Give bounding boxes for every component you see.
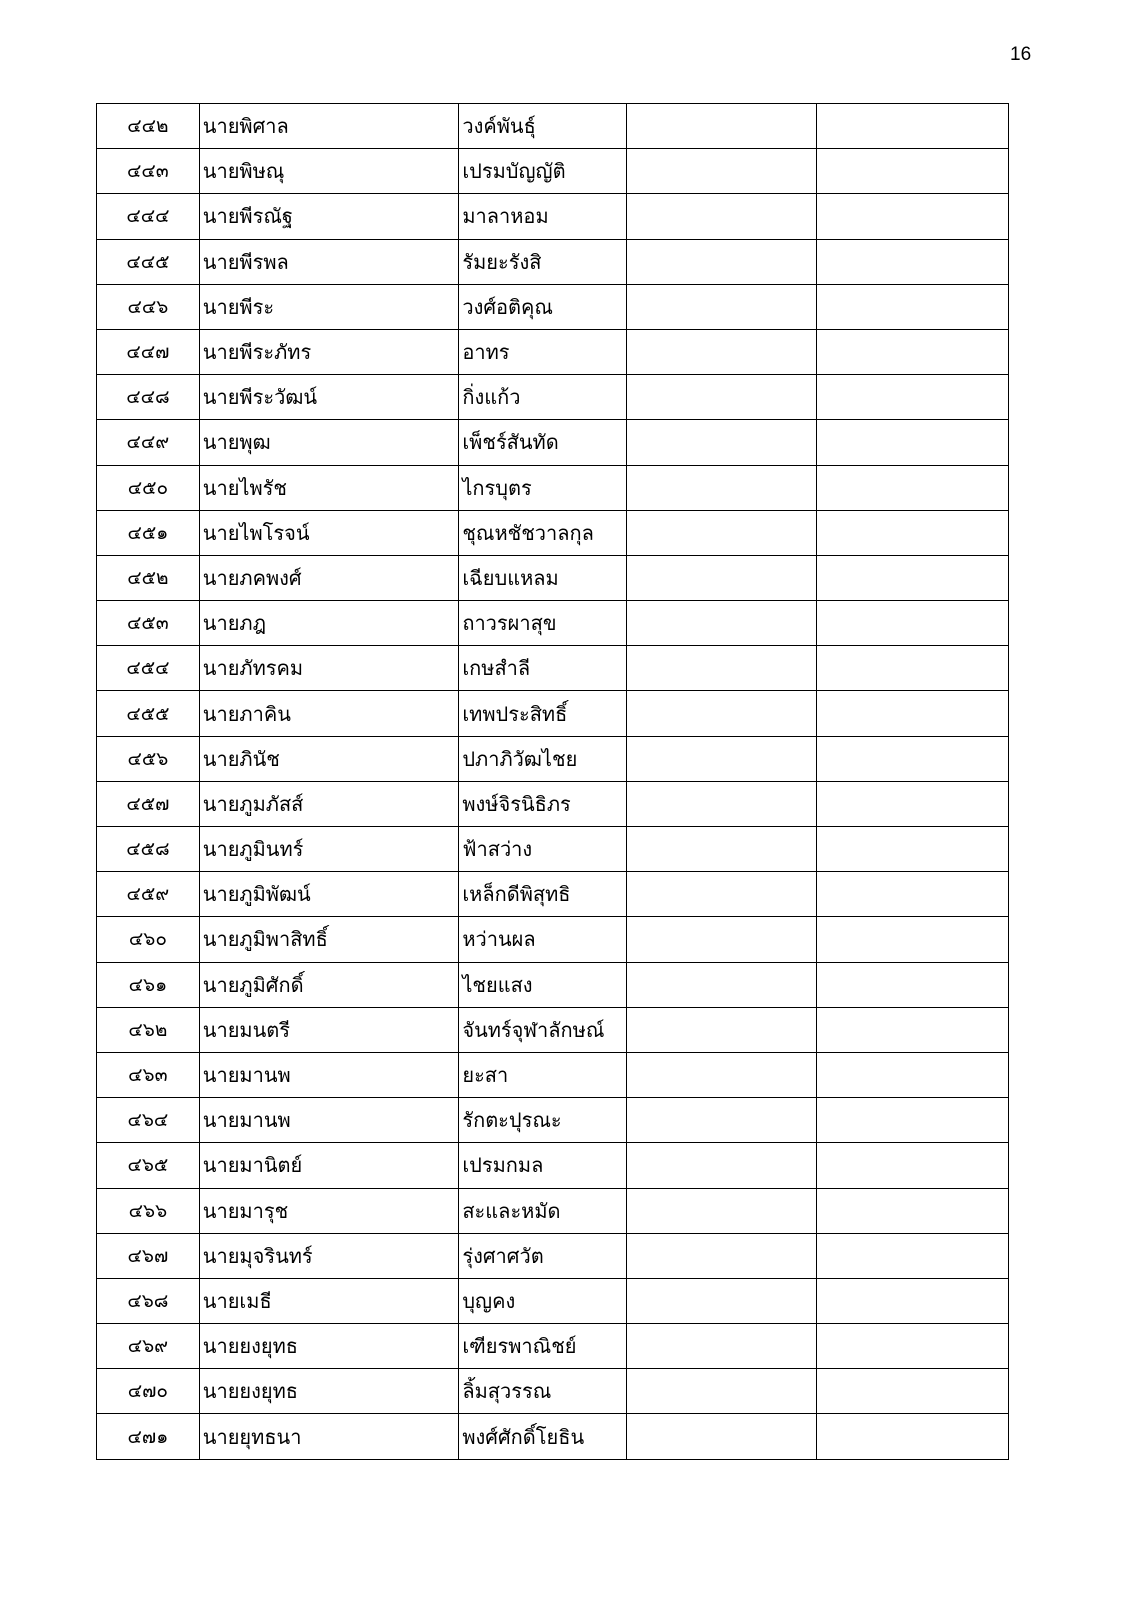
blank-cell xyxy=(816,1414,1008,1459)
blank-cell xyxy=(816,149,1008,194)
blank-cell xyxy=(816,1143,1008,1188)
blank-cell xyxy=(816,420,1008,465)
row-number: ๔๗๐ xyxy=(97,1369,200,1414)
blank-cell xyxy=(816,601,1008,646)
last-name: ปภาภิวัฒไชย xyxy=(459,736,627,781)
last-name: รักตะปุรณะ xyxy=(459,1098,627,1143)
row-number: ๔๖๕ xyxy=(97,1143,200,1188)
first-name: นายภคพงศ์ xyxy=(199,555,459,600)
first-name: นายภาคิน xyxy=(199,691,459,736)
blank-cell xyxy=(816,691,1008,736)
first-name: นายภินัช xyxy=(199,736,459,781)
row-number: ๔๖๘ xyxy=(97,1278,200,1323)
first-name: นายพุฒ xyxy=(199,420,459,465)
row-number: ๔๖๑ xyxy=(97,962,200,1007)
table-row xyxy=(97,1007,1009,1052)
row-number: ๔๕๕ xyxy=(97,691,200,736)
table-row xyxy=(97,1143,1009,1188)
blank-cell xyxy=(627,781,816,826)
first-name: นายภฎ xyxy=(199,601,459,646)
blank-cell xyxy=(627,1278,816,1323)
last-name: พงษ์จิรนิธิภร xyxy=(459,781,627,826)
first-name: นายพีรณัฐ xyxy=(199,194,459,239)
last-name: เทพประสิทธิ์ xyxy=(459,691,627,736)
table-row xyxy=(97,601,1009,646)
table-row xyxy=(97,284,1009,329)
first-name: นายภูมภัสส์ xyxy=(199,781,459,826)
blank-cell xyxy=(816,1324,1008,1369)
table-row xyxy=(97,194,1009,239)
table-row xyxy=(97,1324,1009,1369)
blank-cell xyxy=(816,1369,1008,1414)
blank-cell xyxy=(627,646,816,691)
last-name: เพ็ชร์สันทัด xyxy=(459,420,627,465)
first-name: นายยุทธนา xyxy=(199,1414,459,1459)
blank-cell xyxy=(627,827,816,872)
row-number: ๔๖๐ xyxy=(97,917,200,962)
last-name: รัมยะรังสิ xyxy=(459,239,627,284)
blank-cell xyxy=(627,691,816,736)
blank-cell xyxy=(816,1233,1008,1278)
blank-cell xyxy=(816,510,1008,555)
row-number: ๔๔๘ xyxy=(97,375,200,420)
first-name: นายภูมินทร์ xyxy=(199,827,459,872)
row-number: ๔๔๗ xyxy=(97,329,200,374)
last-name: วงศ์อติคุณ xyxy=(459,284,627,329)
blank-cell xyxy=(816,284,1008,329)
row-number: ๔๕๖ xyxy=(97,736,200,781)
row-number: ๔๔๖ xyxy=(97,284,200,329)
row-number: ๔๕๒ xyxy=(97,555,200,600)
last-name: หว่านผล xyxy=(459,917,627,962)
last-name: เฉียบแหลม xyxy=(459,555,627,600)
blank-cell xyxy=(816,104,1008,149)
last-name: ยะสา xyxy=(459,1052,627,1097)
blank-cell xyxy=(627,104,816,149)
blank-cell xyxy=(816,1052,1008,1097)
blank-cell xyxy=(816,1188,1008,1233)
table-row xyxy=(97,646,1009,691)
blank-cell xyxy=(816,555,1008,600)
blank-cell xyxy=(816,1098,1008,1143)
row-number: ๔๕๘ xyxy=(97,827,200,872)
first-name: นายยงยุทธ xyxy=(199,1369,459,1414)
table-row xyxy=(97,781,1009,826)
row-number: ๔๕๑ xyxy=(97,510,200,555)
last-name: ลิ้มสุวรรณ xyxy=(459,1369,627,1414)
first-name: นายมานพ xyxy=(199,1098,459,1143)
last-name: เปรมกมล xyxy=(459,1143,627,1188)
table-row xyxy=(97,1098,1009,1143)
table-row xyxy=(97,917,1009,962)
first-name: นายมนตรี xyxy=(199,1007,459,1052)
blank-cell xyxy=(627,1098,816,1143)
blank-cell xyxy=(627,555,816,600)
table-row xyxy=(97,1278,1009,1323)
blank-cell xyxy=(627,420,816,465)
blank-cell xyxy=(627,1324,816,1369)
blank-cell xyxy=(627,872,816,917)
first-name: นายภูมิศักดิ์ xyxy=(199,962,459,1007)
first-name: นายพีระภัทร xyxy=(199,329,459,374)
table-row xyxy=(97,1369,1009,1414)
row-number: ๔๔๒ xyxy=(97,104,200,149)
blank-cell xyxy=(627,1414,816,1459)
table-row xyxy=(97,239,1009,284)
blank-cell xyxy=(627,736,816,781)
blank-cell xyxy=(627,917,816,962)
row-number: ๔๖๗ xyxy=(97,1233,200,1278)
row-number: ๔๖๖ xyxy=(97,1188,200,1233)
blank-cell xyxy=(627,1369,816,1414)
first-name: นายภูมิพาสิทธิ์ xyxy=(199,917,459,962)
blank-cell xyxy=(627,149,816,194)
blank-cell xyxy=(627,1233,816,1278)
table-row xyxy=(97,1052,1009,1097)
table-row xyxy=(97,1188,1009,1233)
last-name: เปรมบัญญัติ xyxy=(459,149,627,194)
first-name: นายพีระ xyxy=(199,284,459,329)
first-name: นายมานพ xyxy=(199,1052,459,1097)
table-row xyxy=(97,555,1009,600)
last-name: พงศ์ศักดิ์โยธิน xyxy=(459,1414,627,1459)
last-name: ไกรบุตร xyxy=(459,465,627,510)
blank-cell xyxy=(816,375,1008,420)
row-number: ๔๕๔ xyxy=(97,646,200,691)
blank-cell xyxy=(816,465,1008,510)
blank-cell xyxy=(627,375,816,420)
last-name: เหล็กดีพิสุทธิ xyxy=(459,872,627,917)
last-name: ถาวรผาสุข xyxy=(459,601,627,646)
table-row xyxy=(97,149,1009,194)
first-name: นายพีรพล xyxy=(199,239,459,284)
last-name: ไชยแสง xyxy=(459,962,627,1007)
blank-cell xyxy=(816,962,1008,1007)
blank-cell xyxy=(816,646,1008,691)
row-number: ๔๖๒ xyxy=(97,1007,200,1052)
row-number: ๔๕๓ xyxy=(97,601,200,646)
row-number: ๔๗๑ xyxy=(97,1414,200,1459)
blank-cell xyxy=(627,284,816,329)
first-name: นายไพโรจน์ xyxy=(199,510,459,555)
blank-cell xyxy=(816,1278,1008,1323)
blank-cell xyxy=(627,1052,816,1097)
last-name: กิ่งแก้ว xyxy=(459,375,627,420)
table-row xyxy=(97,329,1009,374)
blank-cell xyxy=(627,194,816,239)
blank-cell xyxy=(816,781,1008,826)
first-name: นายยงยุทธ xyxy=(199,1324,459,1369)
last-name: จันทร์จุฬาลักษณ์ xyxy=(459,1007,627,1052)
first-name: นายมารุช xyxy=(199,1188,459,1233)
blank-cell xyxy=(627,1188,816,1233)
row-number: ๔๔๔ xyxy=(97,194,200,239)
first-name: นายมานิตย์ xyxy=(199,1143,459,1188)
row-number: ๔๔๙ xyxy=(97,420,200,465)
last-name: ฟ้าสว่าง xyxy=(459,827,627,872)
table-row xyxy=(97,465,1009,510)
table-row xyxy=(97,691,1009,736)
blank-cell xyxy=(627,239,816,284)
first-name: นายพิศาล xyxy=(199,104,459,149)
blank-cell xyxy=(627,510,816,555)
blank-cell xyxy=(627,1007,816,1052)
row-number: ๔๕๐ xyxy=(97,465,200,510)
row-number: ๔๕๗ xyxy=(97,781,200,826)
row-number: ๔๖๙ xyxy=(97,1324,200,1369)
table-row xyxy=(97,736,1009,781)
last-name: เกษสำลี xyxy=(459,646,627,691)
row-number: ๔๖๓ xyxy=(97,1052,200,1097)
last-name: อาทร xyxy=(459,329,627,374)
row-number: ๔๔๓ xyxy=(97,149,200,194)
blank-cell xyxy=(816,329,1008,374)
row-number: ๔๕๙ xyxy=(97,872,200,917)
first-name: นายเมธี xyxy=(199,1278,459,1323)
page-number: 16 xyxy=(1010,44,1032,65)
table-row xyxy=(97,872,1009,917)
table-row xyxy=(97,420,1009,465)
table-row xyxy=(97,104,1009,149)
row-number: ๔๖๔ xyxy=(97,1098,200,1143)
blank-cell xyxy=(627,962,816,1007)
first-name: นายภูมิพัฒน์ xyxy=(199,872,459,917)
blank-cell xyxy=(816,736,1008,781)
roster-body xyxy=(97,104,1009,1460)
blank-cell xyxy=(816,827,1008,872)
first-name: นายพีระวัฒน์ xyxy=(199,375,459,420)
last-name: วงค์พันธุ์ xyxy=(459,104,627,149)
blank-cell xyxy=(816,1007,1008,1052)
last-name: บุญคง xyxy=(459,1278,627,1323)
last-name: ชุณหชัชวาลกุล xyxy=(459,510,627,555)
blank-cell xyxy=(627,601,816,646)
blank-cell xyxy=(627,465,816,510)
first-name: นายพิษณุ xyxy=(199,149,459,194)
blank-cell xyxy=(627,329,816,374)
blank-cell xyxy=(816,917,1008,962)
last-name: รุ่งศาศวัต xyxy=(459,1233,627,1278)
blank-cell xyxy=(816,239,1008,284)
blank-cell xyxy=(816,872,1008,917)
first-name: นายภัทรคม xyxy=(199,646,459,691)
table-row xyxy=(97,375,1009,420)
table-row xyxy=(97,1414,1009,1459)
last-name: มาลาหอม xyxy=(459,194,627,239)
last-name: สะและหมัด xyxy=(459,1188,627,1233)
first-name: นายไพรัช xyxy=(199,465,459,510)
table-row xyxy=(97,1233,1009,1278)
blank-cell xyxy=(627,1143,816,1188)
row-number: ๔๔๕ xyxy=(97,239,200,284)
table-row xyxy=(97,827,1009,872)
table-row xyxy=(97,962,1009,1007)
last-name: เฑียรพาณิชย์ xyxy=(459,1324,627,1369)
table-row xyxy=(97,510,1009,555)
name-roster-table xyxy=(96,103,1009,1460)
blank-cell xyxy=(816,194,1008,239)
first-name: นายมุจรินทร์ xyxy=(199,1233,459,1278)
